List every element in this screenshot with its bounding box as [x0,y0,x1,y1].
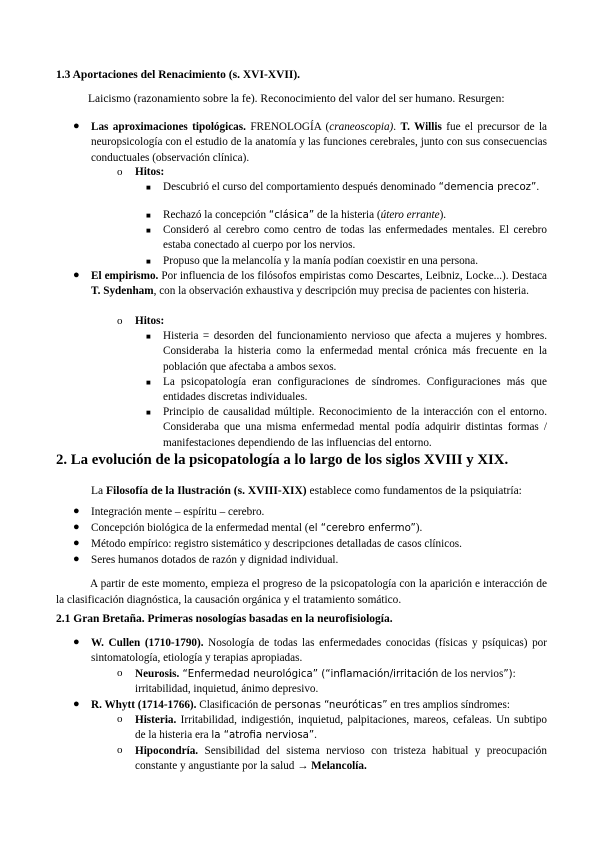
list-item: Concepción biológica de la enfermedad mental (el “cerebro enfermo”). [91,522,423,534]
list-item: Método empírico: registro sistemático y descripciones detalladas de casos clínicos. [91,538,462,550]
bullet-icon: ● [73,698,80,710]
list-item-neurosis: Neurosis. “Enfermedad neurológica” (“inflamación/irritación de los nervios”): irritabilidad, inquietud, ánimo depresivo. [135,668,516,696]
circle-bullet-icon: o [117,166,123,178]
square-bullet-icon: ■ [146,408,151,417]
circle-bullet-icon: o [117,315,123,327]
list-item: Consideró al cerebro como centro de todas las enfermedades mentales. El cerebro estaba conectado al cuerpo por los nervios. [163,224,547,252]
bullet-icon: ● [73,505,80,517]
list-item-tipologicas: Las aproximaciones tipológicas. FRENOLOGÍA (craneoscopia). T. Willis fue el precursor de la neuropsicología con el estudio de la anatomía y las funciones cerebrales, junto con sus consecuencias conductuales (observación clínica). [91,121,548,164]
list-item: Propuso que la melancolía y la manía podían coexistir en una persona. [163,255,479,267]
paragraph: A partir de este momento, empieza el progreso de la psicopatología con la aparición e interacción de la clasificación diagnóstica, la causación orgánica y el tratamiento somático. [56,578,547,606]
square-bullet-icon: ■ [146,211,151,220]
square-bullet-icon: ■ [146,226,151,235]
section-heading-1-3: 1.3 Aportaciones del Renacimiento (s. XVI-XVII). [56,69,301,81]
list-item-empirismo: El empirismo. Por influencia de los filósofos empiristas como Descartes, Leibniz, Locke...). Destaca T. Sydenham, con la observación exhaustiva y descripción muy precisa de pacientes con histeria. [91,270,547,298]
list-item: Histeria = desorden del funcionamiento nervioso que afecta a mujeres y hombres. Consideraba la histeria como la enfermedad mental crónica más frecuente en la población que afectaba a ambos sexos. [163,330,547,373]
circle-bullet-icon: o [117,713,123,725]
section-intro-2: La Filosofía de la Ilustración (s. XVIII-XIX) establece como fundamentos de la psiquiatría: [91,485,522,497]
bullet-icon: ● [73,537,80,549]
list-item: Descubrió el curso del comportamiento después denominado “demencia precoz”. [163,181,540,193]
list-item: La psicopatología eran configuraciones de síndromes. Configuraciones más que entidades discretas individuales. [163,376,547,404]
square-bullet-icon: ■ [146,183,151,192]
list-item-whytt: R. Whytt (1714-1766). Clasificación de personas “neuróticas” en tres amplios síndromes: [91,699,510,711]
bullet-icon: ● [73,120,80,132]
circle-bullet-icon: o [117,667,123,679]
square-bullet-icon: ■ [146,378,151,387]
list-item-cullen: W. Cullen (1710-1790). Nosología de todas las enfermedades conocidas (físicas y psíquicas) por sintomatología, etiología y terapias apropiadas. [91,637,547,665]
list-item-hipocondria: Hipocondría. Sensibilidad del sistema nervioso con tristeza habitual y preocupación constante y angustiante por la salud → Melancolía. [135,745,547,773]
bullet-icon: ● [73,269,80,281]
section-intro-1-3: Laicismo (razonamiento sobre la fe). Reconocimiento del valor del ser humano. Resurgen: [88,93,505,105]
square-bullet-icon: ■ [146,257,151,266]
list-item: Integración mente – espíritu – cerebro. [91,506,265,518]
section-heading-2-1: 2.1 Gran Bretaña. Primeras nosologías basadas en la neurofisiología. [56,613,393,625]
hitos-label: Hitos: [135,315,165,327]
bullet-icon: ● [73,636,80,648]
hitos-label: Hitos: [135,166,165,178]
circle-bullet-icon: o [117,744,123,756]
square-bullet-icon: ■ [146,332,151,341]
list-item: Principio de causalidad múltiple. Reconocimiento de la interacción con el entorno. Consideraba que una misma enfermedad mental podía adquirir distintas formas / manifestaciones dependiendo de las influencias del entorno. [163,406,547,449]
bullet-icon: ● [73,553,80,565]
list-item: Rechazó la concepción “clásica” de la histeria (útero errante). [163,209,447,221]
list-item: Seres humanos dotados de razón y dignidad individual. [91,554,339,566]
section-heading-2: 2. La evolución de la psicopatología a lo largo de los siglos XVIII y XIX. [56,452,509,468]
arrow-right-icon: → [297,760,309,773]
bullet-icon: ● [73,521,80,533]
list-item-histeria: Histeria. Irritabilidad, indigestión, inquietud, palpitaciones, mareos, cefaleas. Un subtipo de la histeria era la “atrofia nerviosa”. [135,714,547,742]
